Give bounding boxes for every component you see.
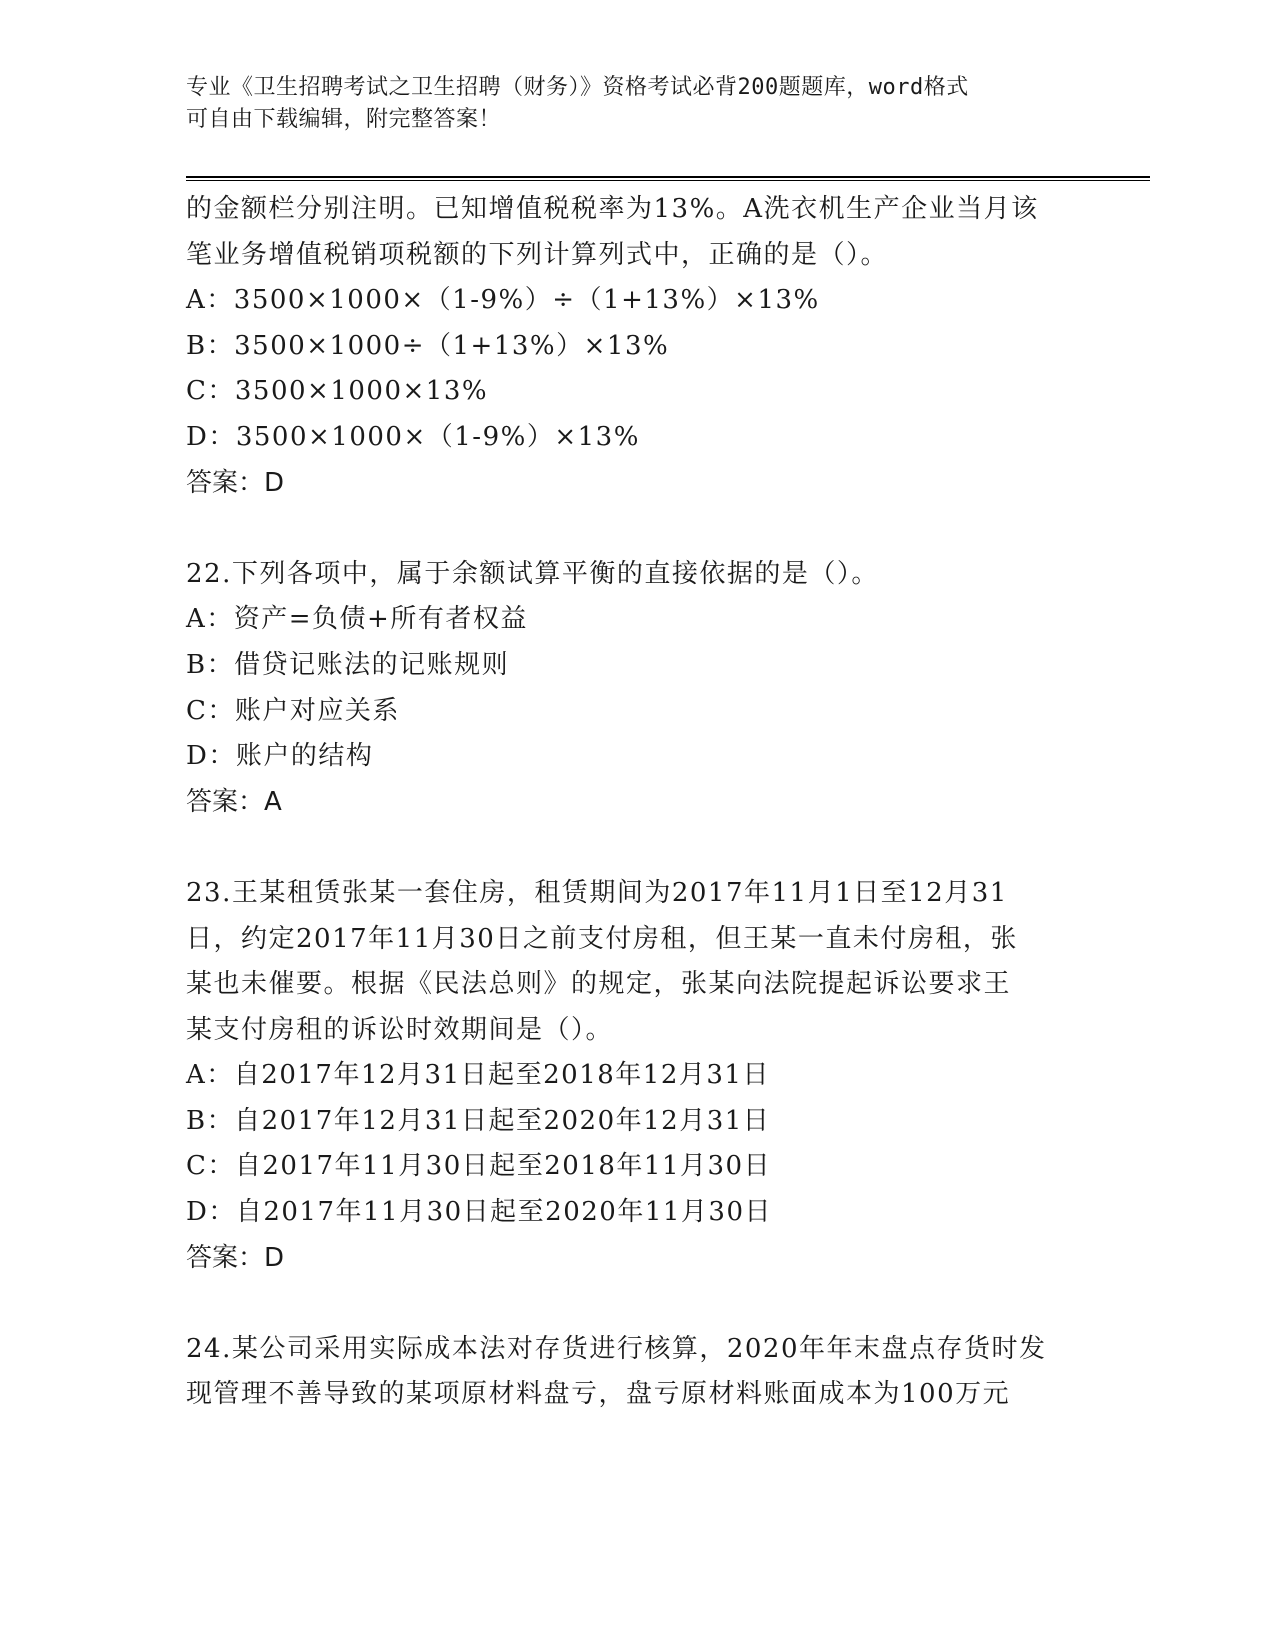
question-stem: 23.王某租赁张某一套住房，租赁期间为2017年11月1日至12月31 bbox=[186, 877, 1008, 908]
option-a: A：资产=负债+所有者权益 bbox=[186, 604, 528, 635]
option-a: A：3500×1000×（1-9%）÷（1+13%）×13% bbox=[186, 285, 820, 316]
option-c: C：3500×1000×13% bbox=[186, 376, 489, 407]
option-d: D：3500×1000×（1-9%）×13% bbox=[186, 421, 640, 452]
option-c: C：账户对应关系 bbox=[186, 695, 400, 726]
option-d: D：账户的结构 bbox=[186, 741, 374, 772]
option-a: A：自2017年12月31日起至2018年12月31日 bbox=[186, 1060, 770, 1091]
question-stem: 某也未催要。根据《民法总则》的规定，张某向法院提起诉讼要求王 bbox=[186, 969, 1012, 1000]
header-divider bbox=[186, 176, 1150, 181]
option-b: B：3500×1000÷（1+13%）×13% bbox=[186, 330, 670, 361]
question-stem-continued: 的金额栏分别注明。已知增值税税率为13%。A洗衣机生产企业当月该 bbox=[186, 194, 1039, 224]
question-stem: 某支付房租的诉讼时效期间是（）。 bbox=[186, 1014, 614, 1045]
question-21 bbox=[186, 187, 1086, 506]
answer-line: 答案：D bbox=[186, 1242, 285, 1273]
option-d: D：自2017年11月30日起至2020年11月30日 bbox=[186, 1197, 773, 1228]
question-stem: 现管理不善导致的某项原材料盘亏，盘亏原材料账面成本为100万元 bbox=[186, 1379, 1011, 1410]
answer-line: 答案：A bbox=[186, 786, 282, 817]
header-title-line1: 专业《卫生招聘考试之卫生招聘（财务）》资格考试必背200题题库，word格式 bbox=[186, 75, 969, 100]
option-c: C：自2017年11月30日起至2018年11月30日 bbox=[186, 1151, 772, 1182]
option-b: B：借贷记账法的记账规则 bbox=[186, 649, 510, 680]
page-header bbox=[186, 72, 1086, 136]
question-23 bbox=[186, 871, 1086, 1281]
question-24 bbox=[186, 1327, 1086, 1418]
document-body bbox=[186, 187, 1086, 1418]
answer-line: 答案：D bbox=[186, 467, 285, 498]
question-stem: 24.某公司采用实际成本法对存货进行核算，2020年年末盘点存货时发 bbox=[186, 1333, 1047, 1364]
question-stem: 22.下列各项中，属于余额试算平衡的直接依据的是（）。 bbox=[186, 558, 879, 589]
question-stem: 日，约定2017年11月30日之前支付房租，但王某一直未付房租，张 bbox=[186, 923, 1018, 954]
question-22 bbox=[186, 552, 1086, 826]
option-b: B：自2017年12月31日起至2020年12月31日 bbox=[186, 1105, 771, 1136]
question-stem-continued: 笔业务增值税销项税额的下列计算列式中，正确的是（）。 bbox=[186, 239, 889, 270]
header-title-line2: 可自由下载编辑，附完整答案！ bbox=[186, 107, 502, 132]
